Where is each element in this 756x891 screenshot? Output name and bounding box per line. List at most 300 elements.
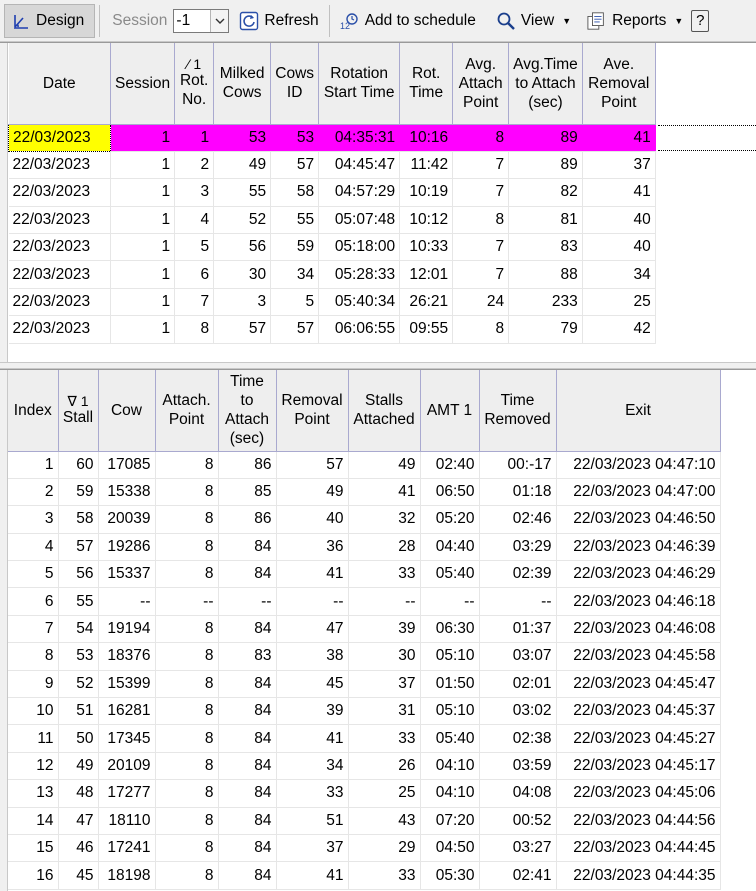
cell-removal-point[interactable]: 38 [276, 643, 348, 670]
cell-cow[interactable]: 15338 [98, 478, 155, 505]
cell-exit[interactable]: 22/03/2023 04:45:47 [556, 670, 720, 697]
table-row[interactable] [9, 179, 656, 206]
cell-stall[interactable]: 46 [58, 834, 98, 861]
cell-milked-cows[interactable]: 53 [214, 124, 271, 151]
cell-rotation-start[interactable]: 06:06:55 [319, 316, 400, 343]
cell-stall[interactable]: 48 [58, 780, 98, 807]
cell-amt-1[interactable]: 05:20 [420, 506, 479, 533]
cell-date[interactable]: 22/03/2023 [9, 316, 111, 343]
cell-time-removed[interactable]: 01:37 [479, 615, 556, 642]
table-row[interactable] [8, 561, 720, 588]
cell-rot-no[interactable]: 8 [175, 316, 214, 343]
view-button[interactable] [490, 4, 577, 38]
cell-time-removed[interactable]: 04:08 [479, 780, 556, 807]
panel-splitter[interactable] [0, 362, 756, 369]
cell-attach-point[interactable]: 8 [155, 451, 218, 478]
cell-exit[interactable]: 22/03/2023 04:45:37 [556, 698, 720, 725]
cell-session[interactable]: 1 [111, 151, 175, 178]
col-header-time-removed[interactable]: Time Removed [479, 370, 556, 451]
cell-avg-time-to-attach[interactable]: 233 [509, 288, 583, 315]
cell-stalls-attached[interactable]: 29 [348, 834, 420, 861]
cell-amt-1[interactable]: -- [420, 588, 479, 615]
cell-index[interactable]: 14 [8, 807, 58, 834]
col-header-rotation-start[interactable]: Rotation Start Time [319, 43, 400, 124]
cell-avg-attach-point[interactable]: 7 [453, 261, 509, 288]
col-header-session[interactable]: Session [111, 43, 175, 124]
cell-removal-point[interactable]: 45 [276, 670, 348, 697]
cell-rot-time[interactable]: 12:01 [400, 261, 453, 288]
cell-cows-id[interactable]: 5 [271, 288, 319, 315]
cell-index[interactable]: 9 [8, 670, 58, 697]
cell-amt-1[interactable]: 04:50 [420, 834, 479, 861]
col-header-attach-point[interactable]: Attach. Point [155, 370, 218, 451]
table-row[interactable] [8, 506, 720, 533]
cell-index[interactable]: 16 [8, 862, 58, 889]
cell-time-to-attach[interactable]: 86 [218, 506, 276, 533]
cell-time-removed[interactable]: 03:29 [479, 533, 556, 560]
cell-stall[interactable]: 50 [58, 725, 98, 752]
cell-attach-point[interactable]: 8 [155, 752, 218, 779]
cell-index[interactable]: 5 [8, 561, 58, 588]
cell-index[interactable]: 6 [8, 588, 58, 615]
cell-rotation-start[interactable]: 05:18:00 [319, 234, 400, 261]
cell-cows-id[interactable]: 58 [271, 179, 319, 206]
cell-removal-point[interactable]: 37 [276, 834, 348, 861]
cell-exit[interactable]: 22/03/2023 04:46:29 [556, 561, 720, 588]
cell-attach-point[interactable]: -- [155, 588, 218, 615]
cell-milked-cows[interactable]: 55 [214, 179, 271, 206]
rotations-body [9, 124, 656, 343]
col-header-index[interactable]: Index [8, 370, 58, 451]
cell-exit[interactable]: 22/03/2023 04:46:39 [556, 533, 720, 560]
cell-attach-point[interactable]: 8 [155, 506, 218, 533]
cell-stall[interactable]: 52 [58, 670, 98, 697]
cell-avg-time-to-attach[interactable]: 81 [509, 206, 583, 233]
cell-amt-1[interactable]: 01:50 [420, 670, 479, 697]
cell-stall[interactable]: 49 [58, 752, 98, 779]
cell-cow[interactable]: -- [98, 588, 155, 615]
cell-cows-id[interactable]: 53 [271, 124, 319, 151]
cell-ave-removal-point[interactable]: 41 [582, 124, 655, 151]
col-header-milked-cows[interactable]: Milked Cows [214, 43, 271, 124]
cell-attach-point[interactable]: 8 [155, 807, 218, 834]
cell-time-to-attach[interactable]: 84 [218, 615, 276, 642]
cell-rot-no[interactable]: 3 [175, 179, 214, 206]
col-header-cows-id[interactable]: Cows ID [271, 43, 319, 124]
cell-cow[interactable]: 20039 [98, 506, 155, 533]
col-header-avg-time-to-attach[interactable]: Avg.Time to Attach (sec) [509, 43, 583, 124]
cell-cow[interactable]: 18110 [98, 807, 155, 834]
cell-index[interactable]: 2 [8, 478, 58, 505]
cell-rotation-start[interactable]: 04:45:47 [319, 151, 400, 178]
cell-amt-1[interactable]: 06:30 [420, 615, 479, 642]
col-header-rot-no[interactable]: ∕ 1 Rot. No. [175, 43, 214, 124]
col-header-cow[interactable]: Cow [98, 370, 155, 451]
table-row[interactable] [8, 725, 720, 752]
cell-stalls-attached[interactable]: 32 [348, 506, 420, 533]
cell-time-to-attach[interactable]: 84 [218, 698, 276, 725]
table-row[interactable] [9, 151, 656, 178]
table-row[interactable] [8, 670, 720, 697]
cell-rot-time[interactable]: 09:55 [400, 316, 453, 343]
cell-time-removed[interactable]: 02:39 [479, 561, 556, 588]
table-row[interactable] [9, 206, 656, 233]
cell-stalls-attached[interactable]: 43 [348, 807, 420, 834]
col-header-ave-removal-point[interactable]: Ave. Removal Point [582, 43, 655, 124]
table-row[interactable] [8, 862, 720, 889]
cell-cow[interactable]: 16281 [98, 698, 155, 725]
table-row[interactable] [8, 807, 720, 834]
cell-session[interactable]: 1 [111, 261, 175, 288]
cell-exit[interactable]: 22/03/2023 04:46:08 [556, 615, 720, 642]
table-row[interactable] [9, 234, 656, 261]
cell-removal-point[interactable]: -- [276, 588, 348, 615]
cell-session[interactable]: 1 [111, 288, 175, 315]
cell-session[interactable]: 1 [111, 179, 175, 206]
cell-milked-cows[interactable]: 49 [214, 151, 271, 178]
cell-stall[interactable]: 45 [58, 862, 98, 889]
cell-avg-attach-point[interactable]: 24 [453, 288, 509, 315]
cell-stall[interactable]: 57 [58, 533, 98, 560]
col-header-exit[interactable]: Exit [556, 370, 720, 451]
caret-down-icon: ▼ [674, 15, 684, 26]
design-button[interactable] [4, 4, 95, 38]
col-header-time-to-attach[interactable]: Time to Attach (sec) [218, 370, 276, 451]
cell-cow[interactable]: 18198 [98, 862, 155, 889]
cell-removal-point[interactable]: 57 [276, 451, 348, 478]
col-header-stall[interactable]: ∇ 1 Stall [58, 370, 98, 451]
table-row[interactable] [9, 288, 656, 315]
cell-date[interactable]: 22/03/2023 [9, 261, 111, 288]
col-header-date[interactable]: Date [9, 43, 111, 124]
row-indicator-bar [0, 370, 8, 891]
cell-ave-removal-point[interactable]: 40 [582, 206, 655, 233]
cell-ave-removal-point[interactable]: 37 [582, 151, 655, 178]
cell-cow[interactable]: 20109 [98, 752, 155, 779]
cell-rotation-start[interactable]: 04:57:29 [319, 179, 400, 206]
cell-date[interactable]: 22/03/2023 [9, 206, 111, 233]
cell-rot-time[interactable]: 26:21 [400, 288, 453, 315]
cell-ave-removal-point[interactable]: 41 [582, 179, 655, 206]
cell-session[interactable]: 1 [111, 206, 175, 233]
cell-stall[interactable]: 55 [58, 588, 98, 615]
cell-time-removed[interactable]: 02:46 [479, 506, 556, 533]
cell-session[interactable]: 1 [111, 234, 175, 261]
cell-amt-1[interactable]: 05:40 [420, 561, 479, 588]
col-header-avg-attach-point[interactable]: Avg. Attach Point [453, 43, 509, 124]
cell-index[interactable]: 10 [8, 698, 58, 725]
cell-index[interactable]: 8 [8, 643, 58, 670]
cell-rot-no[interactable]: 6 [175, 261, 214, 288]
cell-removal-point[interactable]: 39 [276, 698, 348, 725]
cell-amt-1[interactable]: 05:30 [420, 862, 479, 889]
cell-index[interactable]: 7 [8, 615, 58, 642]
cell-time-removed[interactable]: 03:07 [479, 643, 556, 670]
cell-ave-removal-point[interactable]: 40 [582, 234, 655, 261]
cell-time-removed[interactable]: 00:52 [479, 807, 556, 834]
cell-index[interactable]: 4 [8, 533, 58, 560]
cell-stalls-attached[interactable]: -- [348, 588, 420, 615]
cell-amt-1[interactable]: 06:50 [420, 478, 479, 505]
cell-stalls-attached[interactable]: 49 [348, 451, 420, 478]
cell-avg-attach-point[interactable]: 8 [453, 206, 509, 233]
cell-time-to-attach[interactable]: 86 [218, 451, 276, 478]
cell-removal-point[interactable]: 41 [276, 862, 348, 889]
cell-cows-id[interactable]: 57 [271, 151, 319, 178]
cell-stall[interactable]: 53 [58, 643, 98, 670]
cell-stall[interactable]: 47 [58, 807, 98, 834]
cell-time-to-attach[interactable]: 84 [218, 725, 276, 752]
cell-amt-1[interactable]: 04:10 [420, 752, 479, 779]
cell-stalls-attached[interactable]: 33 [348, 862, 420, 889]
cell-amt-1[interactable]: 04:10 [420, 780, 479, 807]
cell-index[interactable]: 13 [8, 780, 58, 807]
cell-stall[interactable]: 51 [58, 698, 98, 725]
cell-index[interactable]: 3 [8, 506, 58, 533]
cell-time-to-attach[interactable]: 83 [218, 643, 276, 670]
cell-milked-cows[interactable]: 30 [214, 261, 271, 288]
table-row[interactable] [8, 834, 720, 861]
cell-session[interactable]: 1 [111, 316, 175, 343]
col-header-amt-1[interactable]: AMT 1 [420, 370, 479, 451]
cell-date[interactable]: 22/03/2023 [9, 124, 111, 151]
cell-time-removed[interactable]: 03:02 [479, 698, 556, 725]
cell-stalls-attached[interactable]: 30 [348, 643, 420, 670]
cell-milked-cows[interactable]: 3 [214, 288, 271, 315]
cell-cow[interactable]: 18376 [98, 643, 155, 670]
cell-avg-time-to-attach[interactable]: 79 [509, 316, 583, 343]
cell-rot-time[interactable]: 11:42 [400, 151, 453, 178]
cell-rotation-start[interactable]: 05:28:33 [319, 261, 400, 288]
cell-exit[interactable]: 22/03/2023 04:45:17 [556, 752, 720, 779]
cell-rot-no[interactable]: 1 [175, 124, 214, 151]
cell-rot-time[interactable]: 10:19 [400, 179, 453, 206]
sort-indicator: ∇ 1 [67, 392, 89, 409]
cell-rot-time[interactable]: 10:16 [400, 124, 453, 151]
cell-removal-point[interactable]: 40 [276, 506, 348, 533]
cell-removal-point[interactable]: 41 [276, 561, 348, 588]
cell-rot-time[interactable]: 10:12 [400, 206, 453, 233]
cell-rotation-start[interactable]: 05:07:48 [319, 206, 400, 233]
help-button[interactable] [689, 4, 716, 38]
cell-attach-point[interactable]: 8 [155, 698, 218, 725]
cell-stalls-attached[interactable]: 25 [348, 780, 420, 807]
cell-amt-1[interactable]: 05:40 [420, 725, 479, 752]
cell-date[interactable]: 22/03/2023 [9, 179, 111, 206]
cell-milked-cows[interactable]: 57 [214, 316, 271, 343]
cell-index[interactable]: 1 [8, 451, 58, 478]
cell-time-to-attach[interactable]: -- [218, 588, 276, 615]
cell-attach-point[interactable]: 8 [155, 780, 218, 807]
cell-milked-cows[interactable]: 52 [214, 206, 271, 233]
cell-amt-1[interactable]: 02:40 [420, 451, 479, 478]
cell-removal-point[interactable]: 47 [276, 615, 348, 642]
table-row[interactable] [8, 643, 720, 670]
cell-rotation-start[interactable]: 05:40:34 [319, 288, 400, 315]
refresh-label: Refresh [264, 11, 319, 29]
rotations-header-row [9, 43, 656, 124]
cell-avg-attach-point[interactable]: 8 [453, 124, 509, 151]
col-header-stalls-attached[interactable]: Stalls Attached [348, 370, 420, 451]
cell-cows-id[interactable]: 57 [271, 316, 319, 343]
cell-cow[interactable]: 17345 [98, 725, 155, 752]
cell-stalls-attached[interactable]: 33 [348, 561, 420, 588]
table-row[interactable] [8, 533, 720, 560]
cell-exit[interactable]: 22/03/2023 04:46:18 [556, 588, 720, 615]
cell-milked-cows[interactable]: 56 [214, 234, 271, 261]
cell-index[interactable]: 15 [8, 834, 58, 861]
cell-rotation-start[interactable]: 04:35:31 [319, 124, 400, 151]
add-to-schedule-button[interactable] [334, 4, 482, 38]
cell-time-removed[interactable]: 02:01 [479, 670, 556, 697]
cell-time-to-attach[interactable]: 84 [218, 807, 276, 834]
cell-cow[interactable]: 15337 [98, 561, 155, 588]
cell-stall[interactable]: 59 [58, 478, 98, 505]
cell-time-to-attach[interactable]: 84 [218, 834, 276, 861]
chevron-down-icon[interactable] [210, 10, 228, 32]
cell-stall[interactable]: 58 [58, 506, 98, 533]
cell-stalls-attached[interactable]: 39 [348, 615, 420, 642]
cell-cow[interactable]: 19194 [98, 615, 155, 642]
table-row[interactable] [9, 316, 656, 343]
cell-attach-point[interactable]: 8 [155, 615, 218, 642]
cell-session[interactable]: 1 [111, 124, 175, 151]
cell-amt-1[interactable]: 04:40 [420, 533, 479, 560]
cell-cows-id[interactable]: 34 [271, 261, 319, 288]
cell-stalls-attached[interactable]: 26 [348, 752, 420, 779]
table-row[interactable] [9, 261, 656, 288]
table-row[interactable] [8, 451, 720, 478]
cell-cows-id[interactable]: 59 [271, 234, 319, 261]
reports-button[interactable] [581, 4, 689, 38]
cell-avg-attach-point[interactable]: 8 [453, 316, 509, 343]
cell-attach-point[interactable]: 8 [155, 670, 218, 697]
cell-time-removed[interactable]: 03:27 [479, 834, 556, 861]
cell-time-to-attach[interactable]: 84 [218, 561, 276, 588]
cell-exit[interactable]: 22/03/2023 04:47:00 [556, 478, 720, 505]
cell-rot-no[interactable]: 5 [175, 234, 214, 261]
table-row[interactable] [9, 124, 656, 151]
cell-time-to-attach[interactable]: 84 [218, 862, 276, 889]
cell-rot-time[interactable]: 10:33 [400, 234, 453, 261]
cell-rot-no[interactable]: 2 [175, 151, 214, 178]
cell-stalls-attached[interactable]: 33 [348, 725, 420, 752]
cell-cow[interactable]: 19286 [98, 533, 155, 560]
cell-avg-attach-point[interactable]: 7 [453, 234, 509, 261]
cell-cow[interactable]: 17277 [98, 780, 155, 807]
cell-exit[interactable]: 22/03/2023 04:44:45 [556, 834, 720, 861]
cell-index[interactable]: 12 [8, 752, 58, 779]
cell-exit[interactable]: 22/03/2023 04:44:35 [556, 862, 720, 889]
cell-rot-no[interactable]: 4 [175, 206, 214, 233]
cell-removal-point[interactable]: 33 [276, 780, 348, 807]
cell-time-to-attach[interactable]: 84 [218, 670, 276, 697]
cell-avg-time-to-attach[interactable]: 89 [509, 124, 583, 151]
cell-index[interactable]: 11 [8, 725, 58, 752]
cell-exit[interactable]: 22/03/2023 04:46:50 [556, 506, 720, 533]
cell-exit[interactable]: 22/03/2023 04:45:06 [556, 780, 720, 807]
cell-attach-point[interactable]: 8 [155, 862, 218, 889]
cell-stall[interactable]: 60 [58, 451, 98, 478]
cell-exit[interactable]: 22/03/2023 04:45:58 [556, 643, 720, 670]
cell-removal-point[interactable]: 51 [276, 807, 348, 834]
cell-attach-point[interactable]: 8 [155, 478, 218, 505]
cell-time-removed[interactable]: 01:18 [479, 478, 556, 505]
cell-time-to-attach[interactable]: 84 [218, 780, 276, 807]
cell-cows-id[interactable]: 55 [271, 206, 319, 233]
table-row[interactable] [8, 698, 720, 725]
cell-avg-time-to-attach[interactable]: 82 [509, 179, 583, 206]
cell-attach-point[interactable]: 8 [155, 834, 218, 861]
cell-attach-point[interactable]: 8 [155, 725, 218, 752]
cell-time-removed[interactable]: 03:59 [479, 752, 556, 779]
help-label: ? [696, 12, 705, 29]
cell-avg-attach-point[interactable]: 7 [453, 179, 509, 206]
cell-ave-removal-point[interactable]: 42 [582, 316, 655, 343]
cell-rot-no[interactable]: 7 [175, 288, 214, 315]
cell-amt-1[interactable]: 05:10 [420, 643, 479, 670]
cell-date[interactable]: 22/03/2023 [9, 151, 111, 178]
cell-stall[interactable]: 56 [58, 561, 98, 588]
cell-exit[interactable]: 22/03/2023 04:45:27 [556, 725, 720, 752]
cell-attach-point[interactable]: 8 [155, 643, 218, 670]
refresh-button[interactable] [233, 4, 324, 38]
cell-time-to-attach[interactable]: 84 [218, 752, 276, 779]
cell-date[interactable]: 22/03/2023 [9, 288, 111, 315]
cell-removal-point[interactable]: 34 [276, 752, 348, 779]
cell-attach-point[interactable]: 8 [155, 561, 218, 588]
col-header-rot-time[interactable]: Rot. Time [400, 43, 453, 124]
cell-time-removed[interactable]: 02:38 [479, 725, 556, 752]
cell-stall[interactable]: 54 [58, 615, 98, 642]
cell-removal-point[interactable]: 36 [276, 533, 348, 560]
cell-avg-time-to-attach[interactable]: 83 [509, 234, 583, 261]
cell-avg-time-to-attach[interactable]: 88 [509, 261, 583, 288]
cell-stalls-attached[interactable]: 37 [348, 670, 420, 697]
cell-exit[interactable]: 22/03/2023 04:47:10 [556, 451, 720, 478]
cell-exit[interactable]: 22/03/2023 04:44:56 [556, 807, 720, 834]
session-select[interactable] [173, 9, 229, 33]
cell-cow[interactable]: 17241 [98, 834, 155, 861]
table-row[interactable] [8, 752, 720, 779]
cell-ave-removal-point[interactable]: 34 [582, 261, 655, 288]
cell-removal-point[interactable]: 41 [276, 725, 348, 752]
cell-removal-point[interactable]: 49 [276, 478, 348, 505]
cell-ave-removal-point[interactable]: 25 [582, 288, 655, 315]
cell-time-removed[interactable]: -- [479, 588, 556, 615]
cell-time-to-attach[interactable]: 85 [218, 478, 276, 505]
table-row[interactable] [8, 780, 720, 807]
cell-cow[interactable]: 17085 [98, 451, 155, 478]
cell-time-removed[interactable]: 00:-17 [479, 451, 556, 478]
table-row[interactable] [8, 588, 720, 615]
cell-stalls-attached[interactable]: 31 [348, 698, 420, 725]
cell-amt-1[interactable]: 07:20 [420, 807, 479, 834]
table-row[interactable] [8, 478, 720, 505]
cell-date[interactable]: 22/03/2023 [9, 234, 111, 261]
cell-avg-time-to-attach[interactable]: 89 [509, 151, 583, 178]
table-row[interactable] [8, 615, 720, 642]
cell-avg-attach-point[interactable]: 7 [453, 151, 509, 178]
cell-attach-point[interactable]: 8 [155, 533, 218, 560]
cell-time-removed[interactable]: 02:41 [479, 862, 556, 889]
cell-time-to-attach[interactable]: 84 [218, 533, 276, 560]
cell-amt-1[interactable]: 05:10 [420, 698, 479, 725]
cell-stalls-attached[interactable]: 41 [348, 478, 420, 505]
col-header-removal-point[interactable]: Removal Point [276, 370, 348, 451]
cell-stalls-attached[interactable]: 28 [348, 533, 420, 560]
cell-cow[interactable]: 15399 [98, 670, 155, 697]
